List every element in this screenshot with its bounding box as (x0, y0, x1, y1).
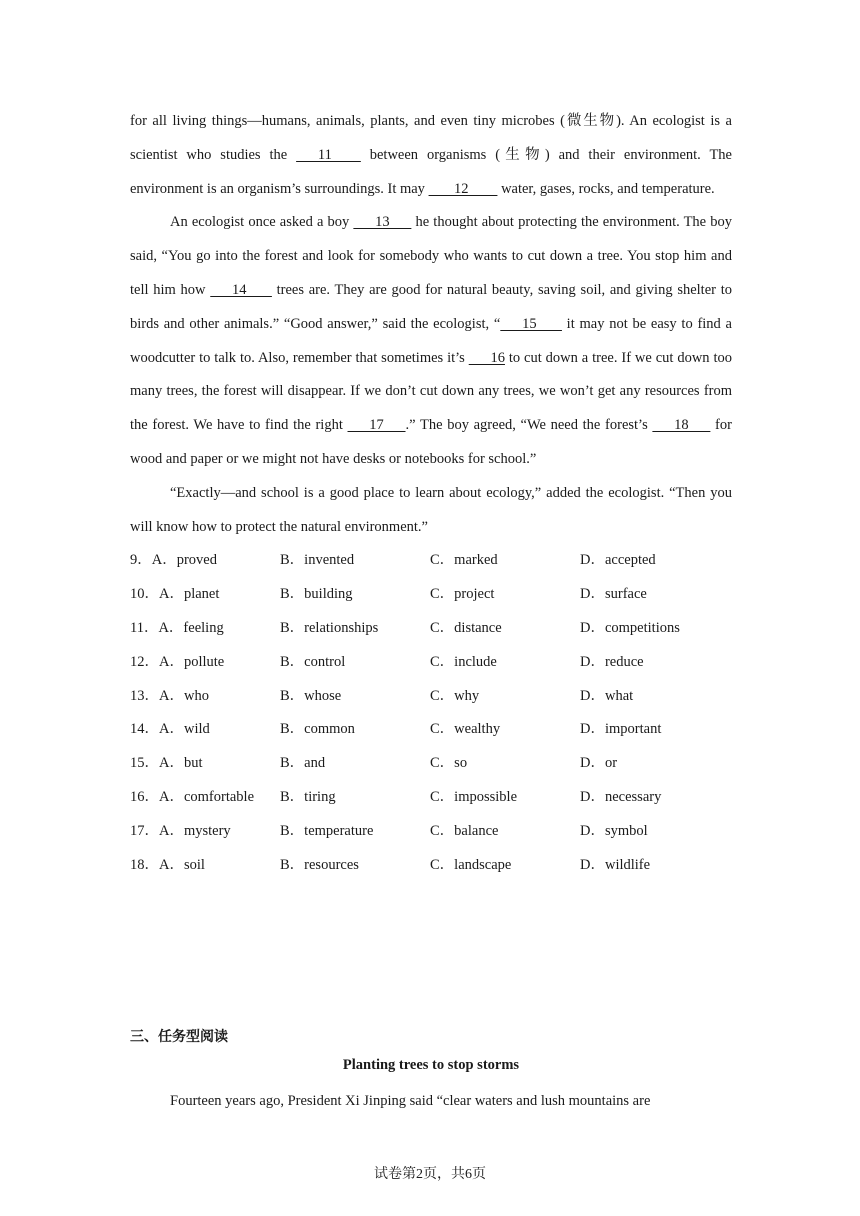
blank-18: 18 (652, 417, 711, 434)
option-b[interactable]: B．resources (280, 856, 359, 873)
question-row-9 (130, 544, 732, 578)
options-list (130, 544, 732, 882)
option-d[interactable]: D．reduce (580, 653, 644, 670)
option-d[interactable]: D．or (580, 755, 618, 772)
passage-text: between organisms (生物) and their environment. The environment is an organism’s surroundings. It may (130, 146, 732, 197)
option-a[interactable]: 16．A．comfortable (130, 788, 255, 805)
article-title: Planting trees to stop storms (342, 1057, 520, 1073)
option-b[interactable]: B．control (280, 653, 346, 670)
blank-14: 14 (210, 281, 272, 298)
question-row-13 (130, 680, 732, 714)
option-a[interactable]: 10．A．planet (130, 586, 220, 603)
option-c[interactable]: C．so (430, 755, 468, 772)
question-row-11 (130, 612, 732, 646)
option-a[interactable]: 15．A．but (130, 755, 203, 772)
option-b[interactable]: B．invented (280, 552, 355, 569)
passage-text: he thought about protecting the environment. The boy said, “You go into the forest and look for somebody who wants to cut down a tree. You stop him and tell him how (130, 214, 732, 298)
blank-11: 11 (296, 146, 361, 163)
passage-text: An ecologist once asked a boy (170, 214, 354, 231)
option-a[interactable]: 9．A．proved (130, 552, 217, 569)
option-b[interactable]: B．building (280, 586, 353, 603)
cloze-passage (130, 105, 732, 882)
blank-12: 12 (428, 180, 498, 197)
blank-13: 13 (353, 214, 412, 231)
passage-paragraph-3: “Exactly—and school is a good place to learn about ecology,” added the ecologist. “Then you will know how to protect the natural environment.” (130, 484, 732, 535)
option-d[interactable]: D．symbol (580, 822, 648, 839)
option-a[interactable]: 11．A．feeling (130, 619, 224, 636)
option-b[interactable]: B．relationships (280, 619, 379, 636)
question-row-15 (130, 747, 732, 781)
option-d[interactable]: D．what (580, 687, 634, 704)
option-d[interactable]: D．necessary (580, 788, 662, 805)
question-row-16 (130, 781, 732, 815)
passage-text: water, gases, rocks, and temperature. (497, 180, 715, 197)
question-row-10 (130, 578, 732, 612)
option-d[interactable]: D．wildlife (580, 856, 651, 873)
option-c[interactable]: C．impossible (430, 788, 518, 805)
option-d[interactable]: D．accepted (580, 552, 656, 569)
article-first-line: Fourteen years ago, President Xi Jinping said “clear waters and lush mountains are (170, 1093, 651, 1109)
passage-text: for wood and paper or we might not have desks or notebooks for school.” (130, 417, 732, 467)
page-footer: 试卷第2页，共6页 (374, 1167, 486, 1182)
option-c[interactable]: C．marked (430, 552, 498, 569)
passage-text: .” The boy agreed, “We need the forest’s (405, 417, 653, 434)
option-c[interactable]: C．distance (430, 619, 502, 636)
option-a[interactable]: 18．A．soil (130, 856, 205, 873)
passage-text: to cut down a tree. If we cut down too many trees, the forest will disappear. If we don’t cut down any trees, we won’t get any resources from the forest. We have to find the right (130, 349, 732, 434)
passage-text: trees are. They are good for natural beauty, saving soil, and giving shelter to birds and other animals.” “Good answer,” said the ecologist, “ (130, 281, 732, 332)
option-d[interactable]: D．competitions (580, 619, 680, 636)
option-c[interactable]: C．include (430, 653, 497, 670)
question-row-17 (130, 815, 732, 849)
passage-text: for all living things—humans, animals, plants, and even tiny microbes (微生物). An ecologist is a scientist who studies the (130, 113, 732, 163)
option-d[interactable]: D．important (580, 721, 662, 738)
section-heading: 三、任务型阅读 (130, 1029, 228, 1045)
option-d[interactable]: D．surface (580, 586, 647, 603)
blank-16: 16 (468, 349, 505, 366)
passage-paragraph-2 (130, 206, 732, 476)
option-a[interactable]: 17．A．mystery (130, 822, 231, 839)
option-c[interactable]: C．landscape (430, 856, 512, 873)
option-b[interactable]: B．and (280, 755, 326, 772)
passage-text: it may not be easy to find a woodcutter to talk to. Also, remember that sometimes it’s (130, 315, 732, 366)
option-a[interactable]: 14．A．wild (130, 721, 210, 738)
question-row-18 (130, 849, 732, 883)
option-a[interactable]: 12．A．pollute (130, 653, 225, 670)
option-a[interactable]: 13．A．who (130, 687, 209, 704)
option-b[interactable]: B．common (280, 721, 355, 738)
option-c[interactable]: C．balance (430, 822, 499, 839)
option-c[interactable]: C．wealthy (430, 721, 501, 738)
option-b[interactable]: B．temperature (280, 822, 374, 839)
passage-paragraph-1 (130, 105, 732, 206)
question-row-12 (130, 646, 732, 680)
question-row-14 (130, 713, 732, 747)
option-b[interactable]: B．whose (280, 687, 342, 704)
blank-15: 15 (500, 315, 562, 332)
option-c[interactable]: C．project (430, 586, 495, 603)
option-b[interactable]: B．tiring (280, 788, 336, 805)
option-c[interactable]: C．why (430, 687, 480, 704)
blank-17: 17 (347, 417, 406, 434)
